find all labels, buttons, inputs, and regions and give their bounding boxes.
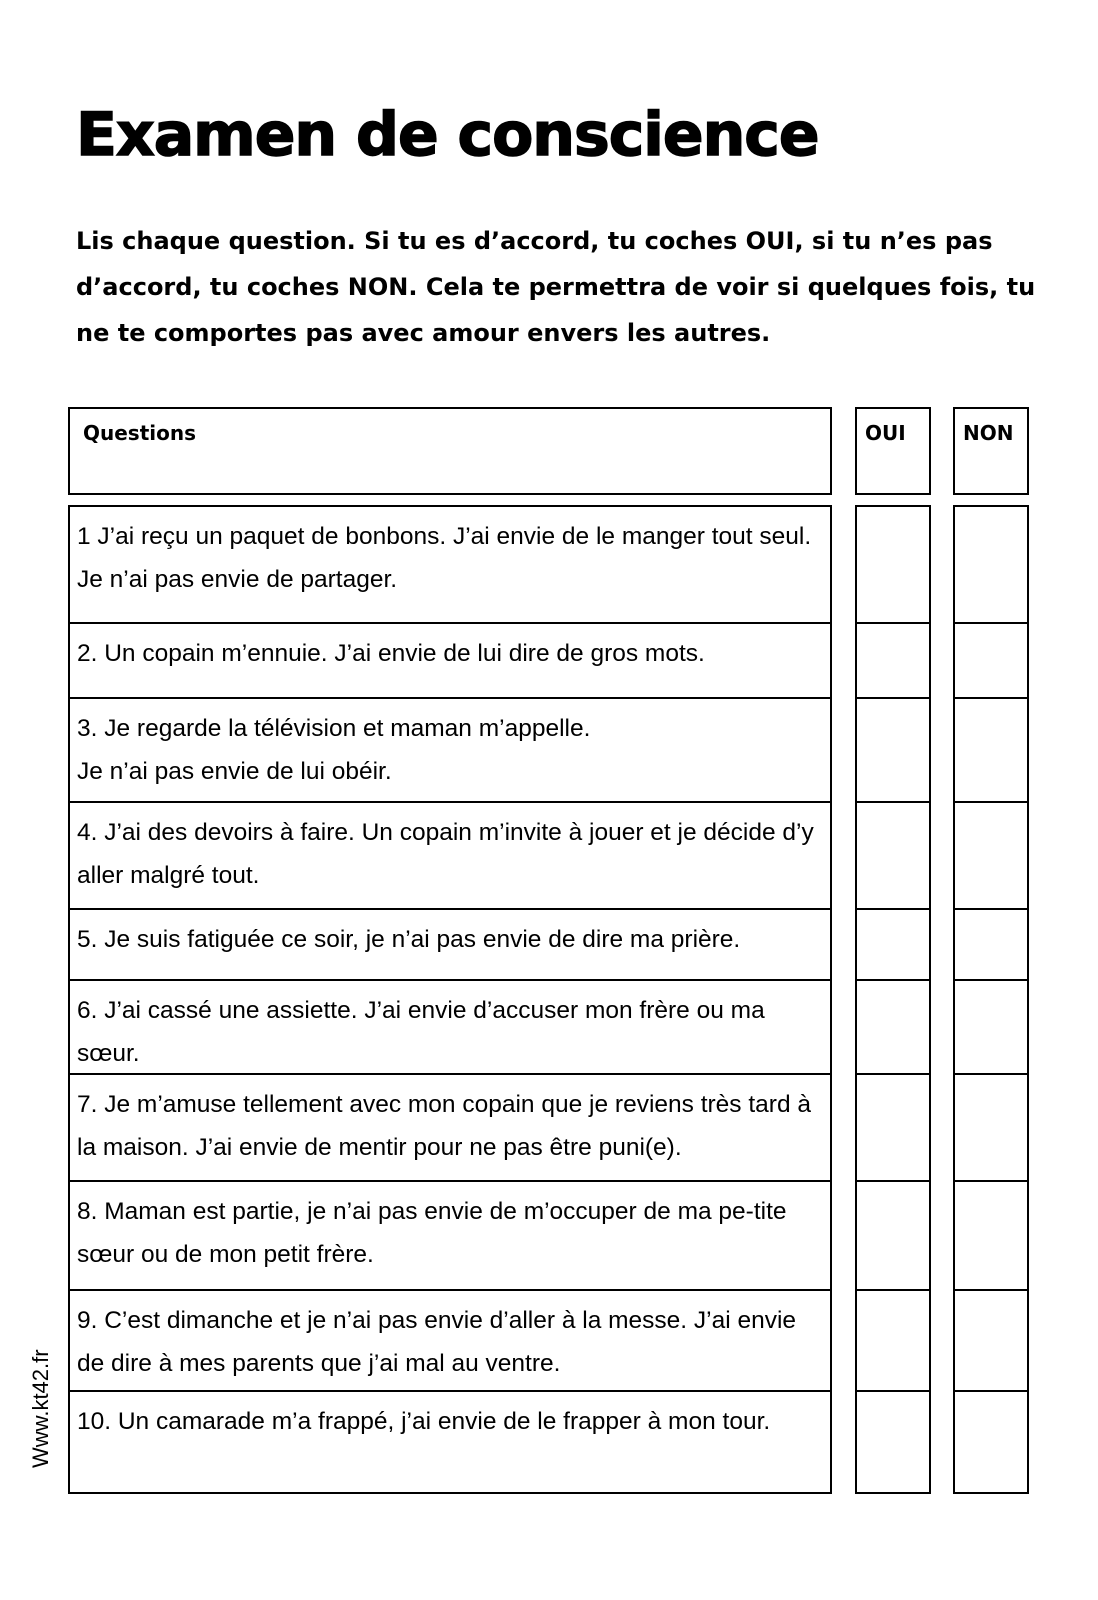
oui-checkbox[interactable] xyxy=(857,507,929,622)
oui-checkbox[interactable] xyxy=(857,801,929,908)
non-header: NON xyxy=(953,407,1029,495)
question-row xyxy=(70,979,830,1073)
non-checkbox[interactable] xyxy=(955,622,1027,697)
oui-checkbox[interactable] xyxy=(857,979,929,1073)
non-checkbox[interactable] xyxy=(955,1180,1027,1289)
non-checkbox[interactable] xyxy=(955,979,1027,1073)
oui-checkbox[interactable] xyxy=(857,622,929,697)
oui-checkbox[interactable] xyxy=(857,1073,929,1180)
question-text: 1 J’ai reçu un paquet de bonbons. J’ai envie de le manger tout seul. Je n’ai pas envie de partager. xyxy=(77,523,812,593)
non-checkbox[interactable] xyxy=(955,1390,1027,1492)
question-text: 5. Je suis fatiguée ce soir, je n’ai pas envie de dire ma prière. xyxy=(77,926,741,953)
question-row xyxy=(70,1180,830,1289)
oui-header: OUI xyxy=(855,407,931,495)
oui-checkbox[interactable] xyxy=(857,697,929,801)
question-text: 3. Je regarde la télévision et maman m’appelle. Je n’ai pas envie de lui obéir. xyxy=(77,715,591,785)
non-checkbox[interactable] xyxy=(955,697,1027,801)
non-checkbox[interactable] xyxy=(955,1289,1027,1390)
question-text: 10. Un camarade m’a frappé, j’ai envie de le frapper à mon tour. xyxy=(77,1408,771,1435)
oui-checkbox[interactable] xyxy=(857,1289,929,1390)
questions-table xyxy=(68,505,832,1494)
oui-column xyxy=(855,505,931,1494)
question-text: 4. J’ai des devoirs à faire. Un copain m’invite à jouer et je décide d’y aller malgré tout. xyxy=(77,819,814,889)
question-row xyxy=(70,908,830,979)
non-column xyxy=(953,505,1029,1494)
question-row xyxy=(70,801,830,908)
question-row xyxy=(70,622,830,697)
page-title: Examen de conscience xyxy=(76,100,819,170)
question-text: 2. Un copain m’ennuie. J’ai envie de lui dire de gros mots. xyxy=(77,640,705,667)
question-row xyxy=(70,1073,830,1180)
oui-checkbox[interactable] xyxy=(857,908,929,979)
non-checkbox[interactable] xyxy=(955,1073,1027,1180)
non-checkbox[interactable] xyxy=(955,908,1027,979)
question-row xyxy=(70,1289,830,1390)
questions-header: Questions xyxy=(68,407,832,495)
question-text: 9. C’est dimanche et je n’ai pas envie d’aller à la messe. J’ai envie de dire à mes parents que j’ai mal au ventre. xyxy=(77,1307,797,1377)
watermark: Www.kt42.fr xyxy=(28,1349,53,1468)
question-text: 6. J’ai cassé une assiette. J’ai envie d’accuser mon frère ou ma sœur. xyxy=(77,997,765,1067)
oui-checkbox[interactable] xyxy=(857,1180,929,1289)
question-text: 8. Maman est partie, je n’ai pas envie de m’occuper de ma pe-tite sœur ou de mon petit frère. xyxy=(77,1198,787,1268)
question-row xyxy=(70,507,830,622)
non-checkbox[interactable] xyxy=(955,507,1027,622)
question-text: 7. Je m’amuse tellement avec mon copain que je reviens très tard à la maison. J’ai envie de mentir pour ne pas être puni(e). xyxy=(77,1091,812,1161)
question-row xyxy=(70,1390,830,1492)
question-row xyxy=(70,697,830,801)
oui-checkbox[interactable] xyxy=(857,1390,929,1492)
non-checkbox[interactable] xyxy=(955,801,1027,908)
instructions: Lis chaque question. Si tu es d’accord, tu coches OUI, si tu n’es pas d’accord, tu coches NON. Cela te permettra de voir si quelques fois, tu ne te comportes pas avec amour envers les autres. xyxy=(76,227,1036,347)
